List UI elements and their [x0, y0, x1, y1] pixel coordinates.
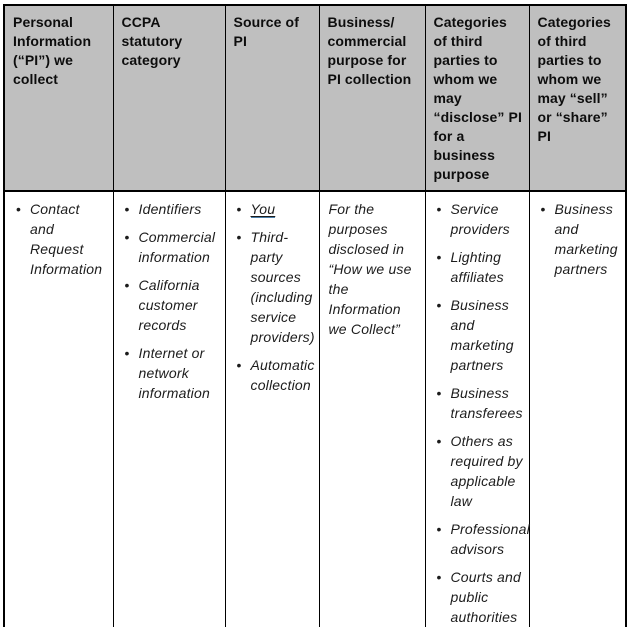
- list-item: • Third-party sources (including service providers): [236, 227, 314, 347]
- list-item: • Contact and Request Information: [15, 199, 108, 279]
- list-item: • Business and marketing partners: [436, 295, 524, 375]
- you-link[interactable]: You: [250, 201, 276, 217]
- header-row: [4, 5, 626, 191]
- header-source-of-pi: Source of PI: [225, 5, 319, 191]
- list-item: • Internet or network information: [124, 343, 220, 403]
- header-personal-information: Personal Information (“PI”) we collect: [4, 5, 113, 191]
- pi-collected-list: [15, 199, 108, 279]
- purpose-text: For the purposes disclosed in “How we use the Information we Collect”: [328, 201, 412, 337]
- list-item: • Courts and public authorities: [436, 567, 524, 627]
- list-item: • Professional advisors: [436, 519, 524, 559]
- ccpa-disclosure-table: [3, 4, 627, 627]
- sell-share-parties-list: [540, 199, 621, 279]
- list-item: • Service providers: [436, 199, 524, 239]
- header-disclose-parties: Categories of third parties to whom we may “disclose” PI for a business purpose: [425, 5, 529, 191]
- ccpa-categories-list: [124, 199, 220, 403]
- cell-pi-collected: [4, 191, 113, 627]
- list-item: • Lighting affiliates: [436, 247, 524, 287]
- header-sell-share-parties: Categories of third parties to whom we may “sell” or “share” PI: [529, 5, 626, 191]
- list-item: [236, 199, 314, 219]
- cell-sources: [225, 191, 319, 627]
- cell-purpose: [319, 191, 425, 627]
- disclose-parties-list: [436, 199, 530, 627]
- list-item: • Commercial information: [124, 227, 220, 267]
- list-item: • Automatic collection: [236, 355, 314, 395]
- list-item: • California customer records: [124, 275, 220, 335]
- cell-disclose-parties: [425, 191, 529, 627]
- cell-sell-share-parties: [529, 191, 626, 627]
- list-item: • Business transferees: [436, 383, 524, 423]
- list-item: • Identifiers: [124, 199, 220, 219]
- header-business-purpose: Business/​commercial purpose for PI collection: [319, 5, 425, 191]
- data-row: [4, 191, 626, 627]
- sources-list: [236, 199, 314, 395]
- list-item: • Others as required by applicable law: [436, 431, 524, 511]
- header-ccpa-category: CCPA statutory category: [113, 5, 225, 191]
- cell-ccpa-categories: [113, 191, 225, 627]
- list-item: • Business and marketing partners: [540, 199, 621, 279]
